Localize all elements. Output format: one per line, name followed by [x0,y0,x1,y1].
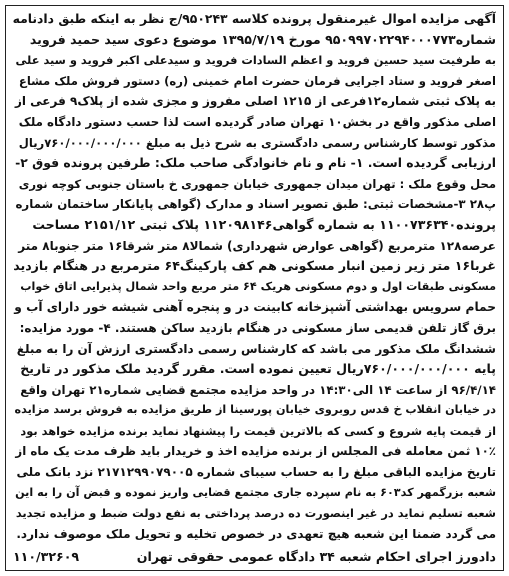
notice-line: به پلاک ثبتی شماره۱۲فرعی از ۱۲۱۵ اصلی مفروز و مجزی شده از پلاک۹ فرعی از [14,94,496,109]
notice-line: به طرفیت سید حسین فروید و اعظم السادات فروید و سیدعلی اکبر فروید و سید علی [15,53,496,68]
court-signature: دادورز اجرای احکام شعبه ۳۴ دادگاه عمومی حقوقی تهران [136,549,496,564]
notice-line: تاریخ مزایده الباقی مبلغ را به حساب سیبای شماره ۲۱۷۱۲۹۹۰۷۹۰۰۵ نزد بانک ملی [16,465,496,480]
notice-line: ششدانگ ملک مذکور می باشد که کارشناس رسمی دادگستری ارزش آن را به مبلغ [16,341,496,356]
notice-line: ۱۰٪ ثمن معامله فی المجلس از برنده مزایده اخذ و خریدار باید ظرف مدت یک ماه از [15,444,496,459]
notice-line: مسکونی طبقات اول و دوم مسکونی هریک ۶۴ متر مربع واحد شمال پذیرایی اتاق خواب [20,279,496,293]
notice-line: پرونده۱۱۰۰۷۳۶۳۴۰ به شماره گواهی۱۱۲۰۹۸۱۴۶ پلاک ثبتی ۲۱۵۱/۱۲ مساحت [32,216,496,232]
notice-line: پ۲۸ ۳-مشخصات ثبتی: طبق تصویر اسناد و مدارک (گواهی پایانکار ساختمان شماره [15,197,496,212]
notice-line: محل وقوع ملک : تهران میدان جمهوری خیابان جمهوری خ باستان جنوبی کوچه نوری [18,176,496,191]
notice-line: در خیابان انقلاب خ قدس روبروی خیابان پورسینا از طریق مزایده به فروش برسد مزایده [14,403,496,417]
notice-line: عرصه۱۲۸ مترمربع (گواهی عوارض شهرداری) شمالا۸ متر شرقا۱۶ متر جنوبا۸ متر [18,238,496,253]
notice-line: مذکور توسط کارشناس رسمی دادگستری به شرح ذیل به مبلغ ۷۶۰/۰۰۰/۰۰۰/۰۰۰ریال [18,135,496,150]
notice-line: برق گاز تلفن قدیمی ساز مسکونی در هنگام بازدید ساکن هستند. ۴- مورد مزایده: [19,320,496,335]
notice-line: شعبه تسلیم نماید در غیر اینصورت ده درصد پرداختی به نفع دولت ضبط و مزایده تجدید [15,506,496,521]
notice-footer [13,547,496,567]
notice-line: می گردد ضمنا این شعبه هیچ تعهدی در خصوص تخلیه و تحویل ملک موصوف ندارد. [16,526,496,541]
notice-line: حمام سرویس بهداشتی آشپزخانه کابینت در و پنجره آهنی شیشه خور دارای آب و [14,300,496,315]
notice-line: اصلی مذکور واقع در بخش۱۰ تهران صادر گردیده است لذا حسب دستور دادگاه ملک [18,114,496,129]
notice-line: ارزیابی گردیده است. ۱- نام و نام خانوادگی صاحب ملک: طرفین پرونده فوق ۲- [15,155,496,171]
notice-body [13,9,496,544]
notice-code: ۱۱۰/۳۲۶۰۹ [13,549,80,564]
notice-line: ۹۶/۴/۱۴ از ساعت ۱۴ الی۱۴:۳۰ در واحد مزایده مجتمع قضایی شماره۲۱ تهران واقع [20,382,496,397]
notice-line: غربا۱۶ متر زیر زمین انبار مسکونی هم کف پارکینگ۶۴ مترمربع در هنگام بازدید [13,258,496,274]
notice-line: اصغر فروید و ستاد اجرایی فرمان حضرت امام خمینی (ره) دستور فروش ملک مشاع [18,73,496,88]
notice-line: شماره۹۵۰۹۹۷۰۲۲۹۴۰۰۰۷۷۳ مورخ ۱۳۹۵/۷/۱۹ موضوع دعوی سید حمید فروید [29,31,496,47]
notice-line: شعبه بزرگمهر کد۶۰۳ به نام سپرده جاری مجتمع قضایی واریز نموده و قبض آن را به این [15,485,496,499]
notice-line: پایه ۷۶۰/۰۰۰/۰۰۰/۰۰۰ریال تعیین نموده است. مقرر گردید ملک مذکور در تاریخ [20,361,496,377]
auction-notice [5,5,504,571]
notice-line: آگهی مزایده اموال غیرمنقول پرونده کلاسه ۹۵۰۲۴۳/ج نظر به اینکه طبق دادنامه [13,11,496,26]
notice-line: از قیمت پایه شروع و کسی که بالاترین قیمت را پیشنهاد نماید برنده مزایده خواهد بود [20,423,496,438]
